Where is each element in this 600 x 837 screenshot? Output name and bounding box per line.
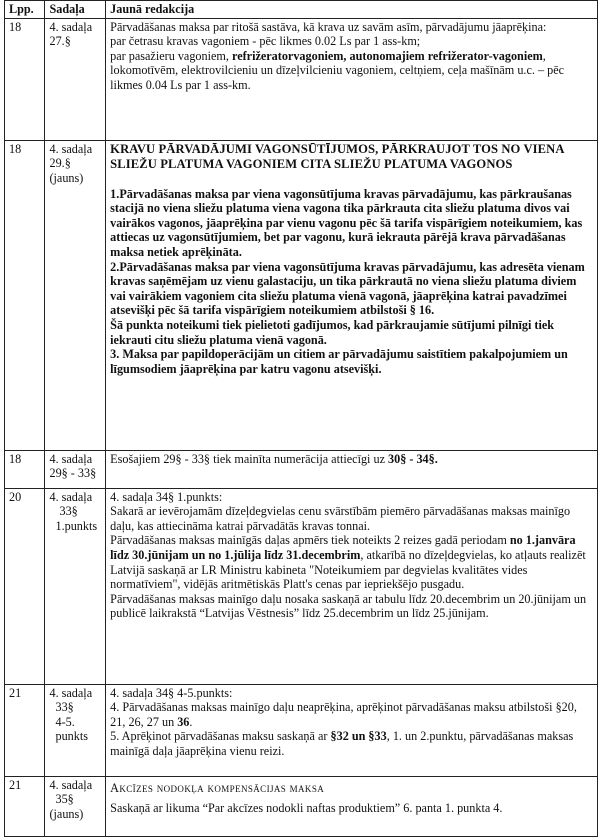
- sadala-line: 4. sadaļa: [49, 451, 93, 466]
- paragraph: Šā punkta noteikumi tiek pielietoti gadījumos, kad pārkraujamie sūtījumi pilnīgi tiek iekrauti citu sliežu platuma vienā vagonā.: [110, 317, 555, 347]
- table-row: [5, 684, 598, 776]
- bold-run: 30§ - 34§.: [388, 451, 438, 466]
- cell-text: [106, 488, 598, 684]
- paragraph: 1.Pārvadāšanas maksa par viena vagonsūtījuma kravas pārvadājumu, kas pārkraušanas stacijā no viena sliežu platuma viena vagona tika pārkrauta cita sliežu platuma divos vai vairākos vagonos, jāaprēķina par vienu vagonu pēc šā tarifa vispārīgiem noteikumiem, kas attiecas uz vagonsūtījumiem, bet par vagonu, kurā iekrauta pārējā krava pārvadāšanas maksa netiek aprēķināta.: [110, 186, 583, 259]
- amendments-table: [4, 0, 598, 837]
- cell-lpp: 18: [5, 140, 45, 450]
- cell-sadala: [45, 450, 106, 488]
- section-title: Akcīzes nodokļa kompensācijas maksa: [110, 780, 325, 795]
- sadala-line: 27.§: [49, 34, 71, 49]
- table-header-row: [5, 1, 598, 19]
- sadala-line: 33§: [55, 700, 74, 715]
- sadala-line: (jauns): [49, 806, 84, 821]
- paragraph: [110, 452, 593, 467]
- cell-lpp: 18: [5, 450, 45, 488]
- paragraph: [110, 49, 593, 93]
- header-lpp: Lpp.: [5, 1, 45, 19]
- cell-sadala: [45, 488, 106, 684]
- paragraph: Pārvadāšanas maksa par ritošā sastāva, kā krava uz savām asīm, pārvadājumu jāaprēķina:: [110, 19, 547, 34]
- sadala-line: 4. sadaļa: [49, 141, 93, 156]
- table-row: [5, 776, 598, 836]
- paragraph: 2.Pārvadāšanas maksa par viena vagonsūtījuma kravas pārvadājumu, kas adresēta vienam kravas saņēmējam uz vienu galastaciju, un tika pārkrautā no viena sliežu platuma diviem vai vairākiem vagoniem cita sliežu platuma vienā vagonā, jāaprēķina katrai pavadzīmei atsevišķi pēc šā tarifa vispārīgiem noteikumiem atbilstoši § 16.: [110, 259, 585, 318]
- cell-sadala: [45, 18, 106, 140]
- paragraph: 3. Maksa par papildoperācijām un citiem ar pārvadājumu saistītiem pakalpojumiem un līgumsodiem jāaprēķina par katru vagonu atsevišķi.: [110, 347, 568, 376]
- text-run: Esošajiem 29§ - 33§ tiek mainīta numerācija attiecīgi uz: [110, 451, 389, 466]
- sadala-line: 4. sadaļa: [49, 685, 93, 700]
- sadala-line: 29.§: [49, 156, 71, 171]
- cell-text: [106, 684, 598, 776]
- table-row: [5, 488, 598, 684]
- paragraph: 4. sadaļa 34§ 4-5.punkts:: [110, 685, 233, 700]
- text-run: par pasažieru vagoniem,: [110, 48, 232, 63]
- paragraph: Saskaņā ar likuma “Par akcīzes nodokli naftas produktiem” 6. panta 1. punkta 4.: [110, 801, 503, 816]
- paragraph: par četrasu kravas vagoniem - pēc likmes 0.02 Ls par 1 ass-km;: [110, 34, 421, 49]
- header-sadala: Sadaļa: [45, 1, 106, 19]
- sadala-line: 35§: [55, 792, 74, 807]
- sadala-line: 4. sadaļa: [49, 777, 93, 792]
- bold-run: 36: [177, 714, 190, 729]
- cell-sadala: [45, 684, 106, 776]
- sadala-line: 1.punkts: [55, 518, 98, 533]
- paragraph: Pārvadāšanas maksas mainīgo daļu nosaka saskaņā ar tabulu līdz 20.decembrim un 20.jūnijam un publicē laikrakstā “Latvijas Vēstnesis” līdz 25.decembrim un līdz 25.jūnijam.: [110, 591, 587, 621]
- text-run: .: [189, 714, 193, 729]
- paragraph: [110, 729, 593, 758]
- sadala-line: 33§: [59, 504, 78, 519]
- text-run: 5. Aprēķinot pārvadāšanas maksu saskaņā ar: [110, 729, 331, 744]
- paragraph: [110, 533, 593, 591]
- cell-text: [106, 140, 598, 450]
- paragraph: 4. sadaļa 34§ 1.punkts:: [110, 489, 223, 504]
- cell-lpp: 21: [5, 684, 45, 776]
- sadala-line: 4. sadaļa: [49, 19, 93, 34]
- table-row: [5, 140, 598, 450]
- bold-run: no 1.janvāra līdz 30.jūnijam un no 1.jūlija līdz 31.decembrim: [110, 533, 576, 562]
- cell-text: [106, 450, 598, 488]
- cell-lpp: 18: [5, 18, 45, 140]
- cell-sadala: [45, 776, 106, 836]
- text-run: 4. Pārvadāšanas maksas mainīgo daļu neaprēķina, aprēķinot pārvadāšanas maksu atbilstoši §20, 21, 26, 27 un: [110, 700, 577, 729]
- paragraph: [110, 700, 593, 729]
- section-title: KRAVU PĀRVADĀJUMI VAGONSŪTĪJUMOS, PĀRKRAUJOT TOS NO VIENA SLIEŽU PLATUMA VAGONIEM CITA SLIEŽU PLATUMA VAGONOS: [110, 141, 564, 172]
- text-run: , 1. un 2.punktu, pārvadāšanas maksas mainīgā daļa jāaprēķina vienu reizi.: [110, 729, 574, 758]
- cell-lpp: 21: [5, 776, 45, 836]
- cell-sadala: [45, 140, 106, 450]
- sadala-line: 4-5.: [55, 714, 75, 729]
- sadala-line: 29§ - 33§: [49, 466, 97, 481]
- paragraph: Sakarā ar ievērojamām dīzeļdegvielas cenu svārstībām piemēro pārvadāšanas maksas mainīgo daļu, kas attiecināma katrai pārvadātās kravas tonnai.: [110, 504, 571, 533]
- text-run: , atkarībā no dīzeļdegvielas, ko atļauts realizēt Latvijā saskaņā ar LR Ministru kabineta "Noteikumiem par degvielas kvalitātes vides normatīviem", vidējās aritmētiskās Platt's cenas par iepriekšējo pusgadu.: [110, 547, 586, 592]
- sadala-line: punkts: [55, 729, 88, 744]
- table-row: [5, 450, 598, 488]
- cell-text: [106, 18, 598, 140]
- cell-text: [106, 776, 598, 836]
- sadala-line: 4. sadaļa: [49, 489, 93, 504]
- text-run: Pārvadāšanas maksas mainīgās daļas apmērs tiek noteikts 2 reizes gadā periodam: [110, 533, 510, 548]
- text-run: , lokomotīvēm, elektrovilcieniu un dīzeļvilcieniu vagoniem, celtņiem, ceļa mašīnām u.c. – pēc likmes 0.04 Ls par 1 ass-km.: [110, 48, 565, 92]
- table-row: [5, 18, 598, 140]
- bold-run: refrižeratorvagoniem, autonomajiem refrižerator-vagoniem: [232, 48, 543, 63]
- bold-run: §32 un §33: [330, 729, 387, 744]
- sadala-line: (jauns): [49, 170, 84, 185]
- cell-lpp: 20: [5, 488, 45, 684]
- header-new-edition: Jaunā redakcija: [106, 1, 598, 19]
